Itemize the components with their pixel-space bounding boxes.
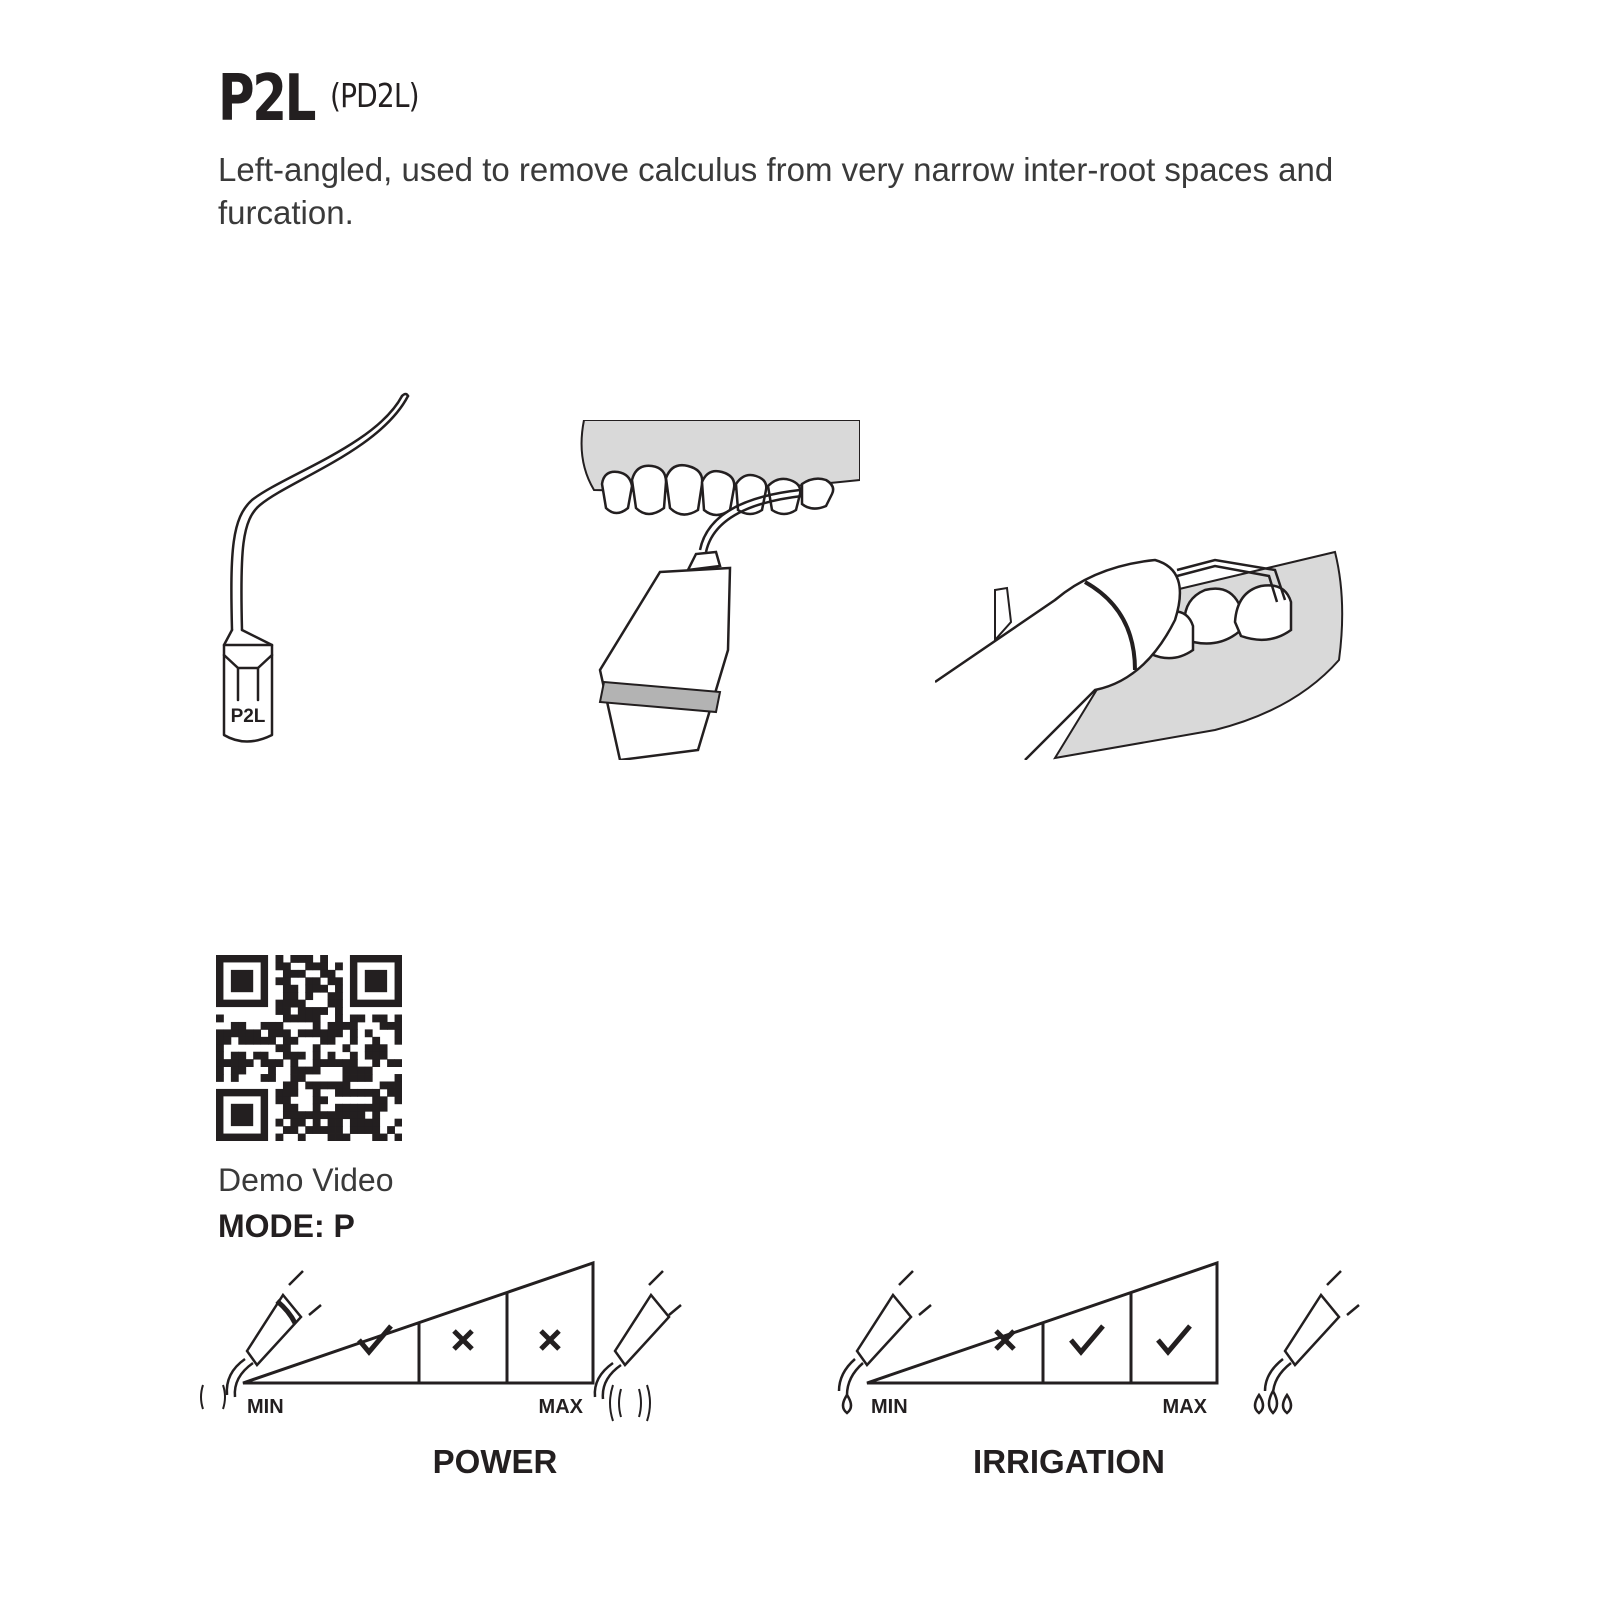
power-title: POWER [432, 1443, 558, 1480]
product-code: P2L [218, 62, 315, 136]
handpiece-max-icon [1265, 1271, 1359, 1395]
product-title [218, 62, 419, 136]
power-level-3-icon [541, 1331, 559, 1349]
irrigation-level-1-icon [996, 1331, 1014, 1349]
handpiece-min-icon [227, 1271, 321, 1397]
irrigation-max-label: MAX [1162, 1396, 1207, 1418]
droplet-min-icon [843, 1395, 851, 1413]
irrigation-min-label: MIN [871, 1396, 908, 1418]
power-level-2-icon [454, 1331, 472, 1349]
droplets-max-icon [1255, 1391, 1291, 1413]
product-alt-code: (PD2L) [330, 76, 419, 115]
tip-engraving: P2L [230, 706, 266, 727]
front-teeth-illustration [580, 420, 860, 760]
demo-video-label: Demo Video [218, 1162, 394, 1198]
irrigation-title: IRRIGATION [973, 1443, 1165, 1480]
irrigation-gauge [835, 1255, 1395, 1495]
power-min-label: MIN [247, 1396, 284, 1418]
irrigation-level-3-icon [1158, 1326, 1190, 1352]
irrigation-level-2-icon [1071, 1326, 1103, 1352]
power-gauge [195, 1255, 695, 1495]
vibration-min-icon [201, 1385, 225, 1409]
side-teeth-illustration [935, 530, 1355, 760]
tip-illustration [210, 390, 430, 760]
power-max-label: MAX [538, 1396, 583, 1418]
mode-label: MODE: P [218, 1208, 355, 1244]
handpiece-max-icon [595, 1271, 681, 1399]
product-description: Left-angled, used to remove calculus from very narrow inter-root spaces and furcation. [218, 151, 1334, 231]
vibration-max-icon [610, 1385, 650, 1421]
qr-code[interactable] [216, 955, 402, 1141]
